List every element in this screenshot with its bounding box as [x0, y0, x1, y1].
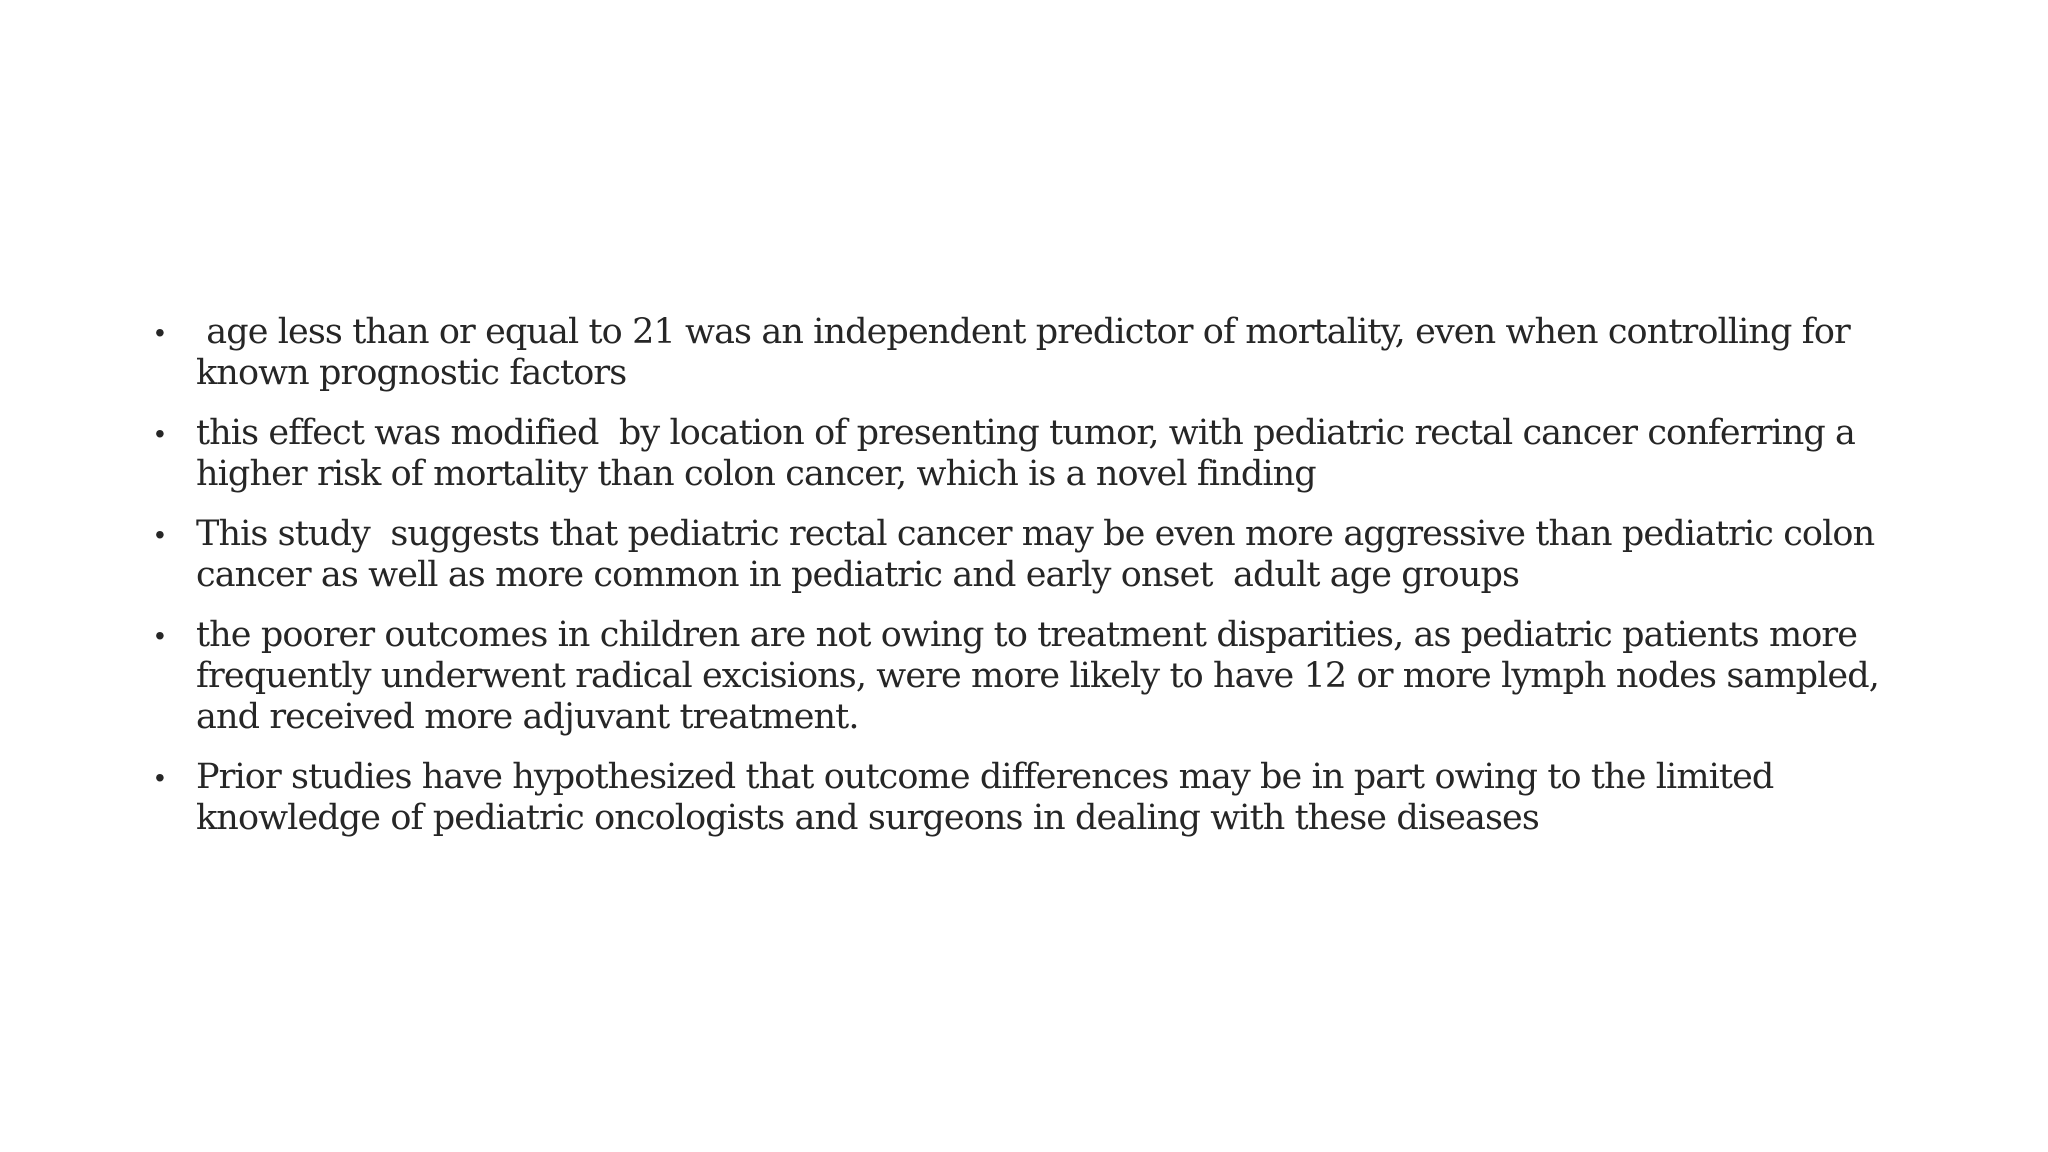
bullet-marker: •	[155, 418, 164, 449]
bullet-text: age less than or equal to 21 was an independent predictor of mortality, even when controlling for known prognostic factors	[196, 312, 1861, 393]
bullet-list	[150, 312, 1910, 858]
bullet-text: this effect was modified by location of presenting tumor, with pediatric rectal cancer conferring a higher risk of mortality than colon cancer, which is a novel finding	[196, 413, 1866, 494]
bullet-item	[150, 413, 1910, 495]
bullet-text: This study suggests that pediatric rectal cancer may be even more aggressive than pediatric colon cancer as well as more common in pediatric and early onset adult age groups	[196, 514, 1885, 595]
bullet-marker: •	[155, 620, 164, 651]
bullet-item	[150, 757, 1910, 839]
bullet-marker: •	[155, 762, 164, 793]
bullet-item	[150, 615, 1910, 738]
bullet-text: the poorer outcomes in children are not owing to treatment disparities, as pediatric patients more frequently underwent radical excisions, were more likely to have 12 or more lymph nodes sampled, and received more adjuvant treatment.	[196, 615, 1890, 737]
bullet-marker: •	[155, 317, 164, 348]
bullet-marker: •	[155, 519, 164, 550]
bullet-item	[150, 514, 1910, 596]
bullet-item	[150, 312, 1910, 394]
bullet-text: Prior studies have hypothesized that outcome differences may be in part owing to the limited knowledge of pediatric oncologists and surgeons in dealing with these diseases	[196, 757, 1784, 838]
